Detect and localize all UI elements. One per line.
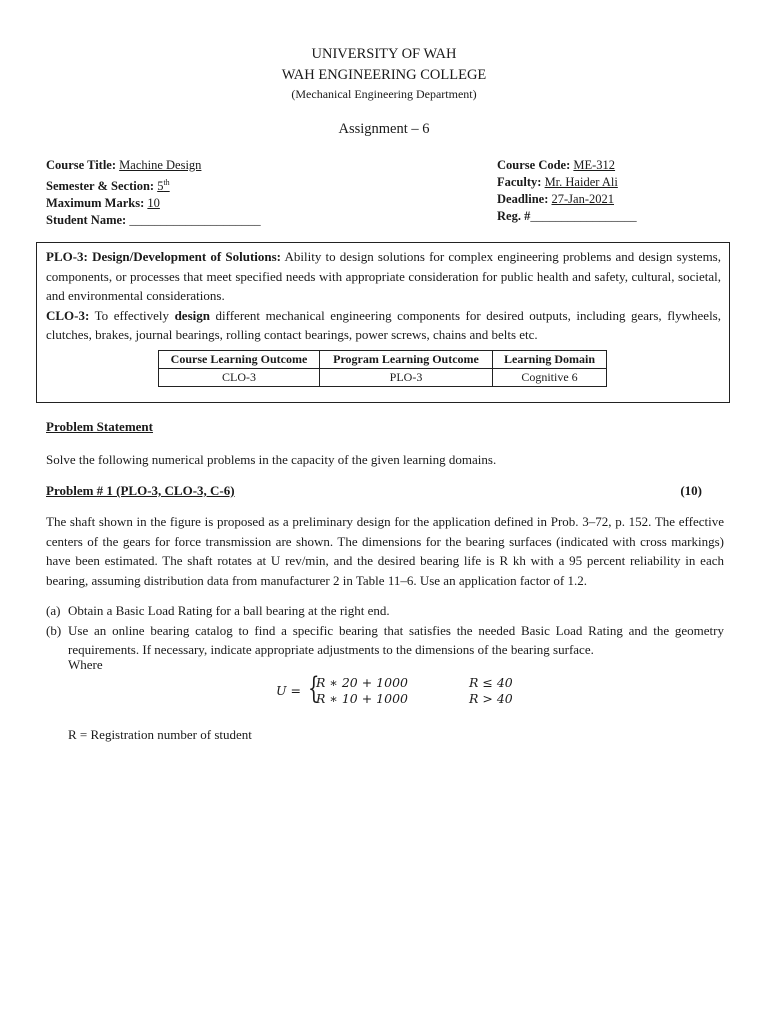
list-item-label: (b) bbox=[46, 622, 62, 638]
clo-label: CLO-3: bbox=[46, 307, 90, 323]
r-definition: R = Registration number of student bbox=[68, 727, 252, 742]
list-item-text: Use an online bearing catalog to find a specific bearing that satisfies the needed Basic Load Rating and the geometry requirements. If necessary, indicate appropriate adjustments to the dimensions of the bearing surface. bbox=[68, 622, 724, 657]
equation-lhs: U = bbox=[276, 683, 301, 698]
instruction-text: Solve the following numerical problems in the capacity of the given learning domains. bbox=[46, 452, 497, 467]
department-name: (Mechanical Engineering Department) bbox=[291, 87, 477, 101]
where-label: Where bbox=[68, 657, 103, 672]
course-code-value: ME-312 bbox=[573, 158, 616, 172]
equation-case-1: R ∗ 20 + 1000 bbox=[316, 675, 408, 690]
table-header-cell: Course Learning Outcome bbox=[159, 351, 320, 369]
list-item-label: (a) bbox=[46, 603, 61, 618]
table-header-cell: Program Learning Outcome bbox=[320, 351, 493, 369]
plo-text: Ability to design solutions for complex engineering problems and design systems, components, or processes that meet specified needs with appropriate consideration for public health and safety, cultural, societal, and environmental considerations. bbox=[46, 249, 721, 303]
assignment-title: Assignment – 6 bbox=[338, 121, 430, 137]
course-title-value: Machine Design bbox=[119, 158, 202, 172]
equation-condition-1: R ≤ 40 bbox=[469, 675, 513, 690]
list-item-text: Obtain a Basic Load Rating for a ball bearing at the right end. bbox=[68, 603, 390, 618]
faculty-row: Faculty: Mr. Haider Ali bbox=[497, 175, 618, 189]
table-cell: PLO-3 bbox=[320, 369, 493, 387]
problem-paragraph: The shaft shown in the figure is proposed as a preliminary design for the application defined in Prob. 3–72, p. 152. The effective centers of the gears for force transmission are shown. The dimensions for the bearing surfaces (indicated with cross markings) have been estimated. The shaft rotates at U rev/min, and the desired bearing life is R kh with a 95 percent reliability in each bearing, assuming distribution data from manufacturer 2 in Table 11–6. Use an application factor of 1.2. bbox=[46, 514, 724, 588]
equation-case-2: R ∗ 10 + 1000 bbox=[316, 691, 408, 706]
problem-marks: (10) bbox=[680, 483, 702, 498]
clo-paragraph: CLO-3: To effectively design different mechanical engineering components for desired outputs, including gears, flywheels, clutches, brakes, journal bearings, rolling contact bearings, power screws, chains and belts etc. bbox=[46, 307, 721, 342]
deadline-row: Deadline: 27-Jan-2021 bbox=[497, 192, 615, 206]
college-name: WAH ENGINEERING COLLEGE bbox=[281, 67, 487, 83]
max-marks-value: 10 bbox=[147, 196, 160, 211]
reg-row: Reg. #_________________ bbox=[497, 209, 637, 223]
semester-row: Semester & Section: 5th bbox=[46, 178, 170, 194]
plo-label: PLO-3: Design/Development of Solutions: bbox=[46, 249, 282, 264]
max-marks-row: Maximum Marks: 10 bbox=[46, 196, 160, 211]
course-title-row: Course Title: Machine Design bbox=[46, 158, 202, 172]
equation-condition-2: R > 40 bbox=[469, 691, 513, 706]
student-name-row: Student Name: _____________________ bbox=[46, 213, 261, 228]
student-name-blank: _____________________ bbox=[129, 213, 261, 228]
course-code-row: Course Code: ME-312 bbox=[497, 158, 616, 172]
problem-title: Problem # 1 (PLO-3, CLO-3, C-6) bbox=[46, 483, 235, 498]
equation-brace: { bbox=[308, 671, 320, 706]
table-header-cell: Learning Domain bbox=[493, 351, 607, 369]
reg-blank: _________________ bbox=[530, 209, 637, 223]
table-cell: CLO-3 bbox=[159, 369, 320, 387]
university-name: UNIVERSITY OF WAH bbox=[311, 46, 457, 62]
semester-value: 5th bbox=[157, 178, 170, 194]
deadline-value: 27-Jan-2021 bbox=[551, 192, 615, 206]
table-cell: Cognitive 6 bbox=[493, 369, 607, 387]
faculty-value: Mr. Haider Ali bbox=[544, 175, 618, 189]
problem-statement-heading: Problem Statement bbox=[46, 419, 153, 434]
